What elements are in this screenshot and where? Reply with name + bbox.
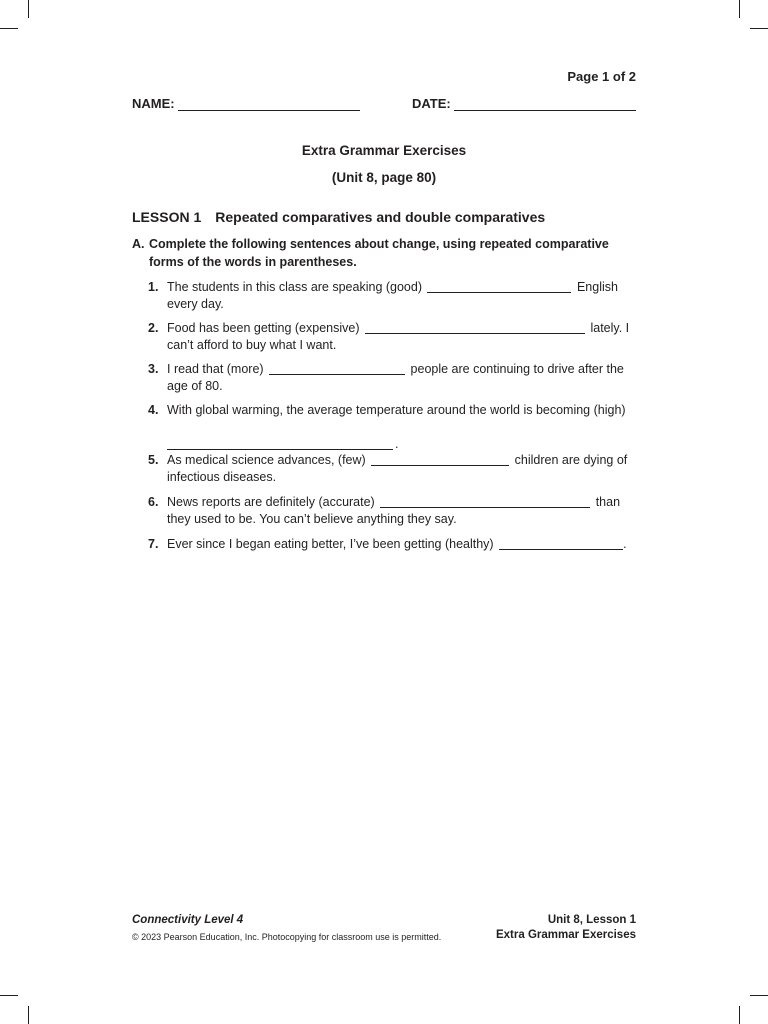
crop-mark — [750, 28, 768, 29]
answer-blank[interactable] — [167, 437, 393, 450]
item-continuation: people are continuing to drive after the age of 80. — [167, 362, 624, 393]
crop-mark — [0, 28, 18, 29]
item-continuation: . — [395, 437, 399, 451]
lesson-title: Repeated comparatives and double comparatives — [215, 209, 546, 225]
crop-mark — [28, 0, 29, 18]
book-title: Connectivity Level 4 — [132, 914, 244, 926]
item-number: 4. — [148, 403, 159, 417]
crop-mark — [739, 0, 740, 18]
exercise-item — [148, 452, 638, 486]
answer-blank[interactable] — [380, 495, 590, 508]
name-label: NAME: — [132, 96, 175, 111]
item-number: 7. — [148, 537, 159, 551]
item-prompt: Food has been getting (expensive) — [167, 321, 360, 335]
answer-blank[interactable] — [365, 321, 585, 334]
name-field[interactable] — [178, 110, 360, 111]
item-number: 1. — [148, 280, 159, 294]
item-continuation: lately. I can’t afford to buy what I want. — [167, 321, 630, 352]
item-prompt: I read that (more) — [167, 362, 264, 376]
crop-mark — [739, 1006, 740, 1024]
item-continuation: English every day. — [167, 280, 618, 311]
answer-blank[interactable] — [269, 362, 405, 375]
page-subtitle: (Unit 8, page 80) — [331, 170, 437, 185]
footer-left — [132, 913, 441, 944]
item-number: 3. — [148, 362, 159, 376]
instructions-text: Complete the following sentences about change, using repeated comparative forms of the words in parentheses. — [149, 237, 609, 269]
exercise-item — [148, 320, 638, 354]
item-number: 5. — [148, 453, 159, 467]
item-continuation: children are dying of infectious diseases. — [167, 453, 628, 484]
page-title: Extra Grammar Exercises — [301, 143, 467, 158]
exercise-item — [148, 494, 638, 528]
answer-blank[interactable] — [427, 280, 571, 293]
lesson-number: LESSON 1 — [132, 209, 202, 225]
crop-mark — [750, 995, 768, 996]
crop-mark — [0, 995, 18, 996]
item-prompt: News reports are definitely (accurate) — [167, 495, 375, 509]
footer-section: Extra Grammar Exercises — [495, 929, 636, 941]
exercise-letter: A. — [132, 237, 145, 251]
date-field[interactable] — [454, 110, 636, 111]
item-number: 2. — [148, 321, 159, 335]
item-prompt: With global warming, the average temperature around the world is becoming (high) — [167, 403, 626, 417]
footer-right — [496, 913, 636, 943]
item-continuation: than they used to be. You can’t believe anything they say. — [167, 495, 621, 526]
lesson-heading — [132, 209, 545, 225]
date-label: DATE: — [412, 96, 451, 111]
page-number: Page 1 of 2 — [567, 69, 636, 84]
exercise-item — [148, 402, 638, 453]
item-prompt: Ever since I began eating better, I’ve been getting (healthy) — [167, 537, 494, 551]
item-prompt: The students in this class are speaking (good) — [167, 280, 422, 294]
exercise-item — [148, 361, 638, 395]
answer-blank[interactable] — [371, 453, 509, 466]
item-prompt: As medical science advances, (few) — [167, 453, 366, 467]
student-info-header — [132, 96, 636, 116]
footer-unit-lesson: Unit 8, Lesson 1 — [547, 914, 636, 926]
exercise-item — [148, 536, 638, 553]
item-number: 6. — [148, 495, 159, 509]
answer-blank[interactable] — [499, 537, 623, 550]
copyright-notice: © 2023 Pearson Education, Inc. Photocopying for classroom use is permitted. — [132, 932, 442, 942]
item-continuation: . — [623, 537, 627, 551]
crop-mark — [28, 1006, 29, 1024]
exercise-instructions — [132, 235, 632, 271]
exercise-item — [148, 279, 638, 313]
